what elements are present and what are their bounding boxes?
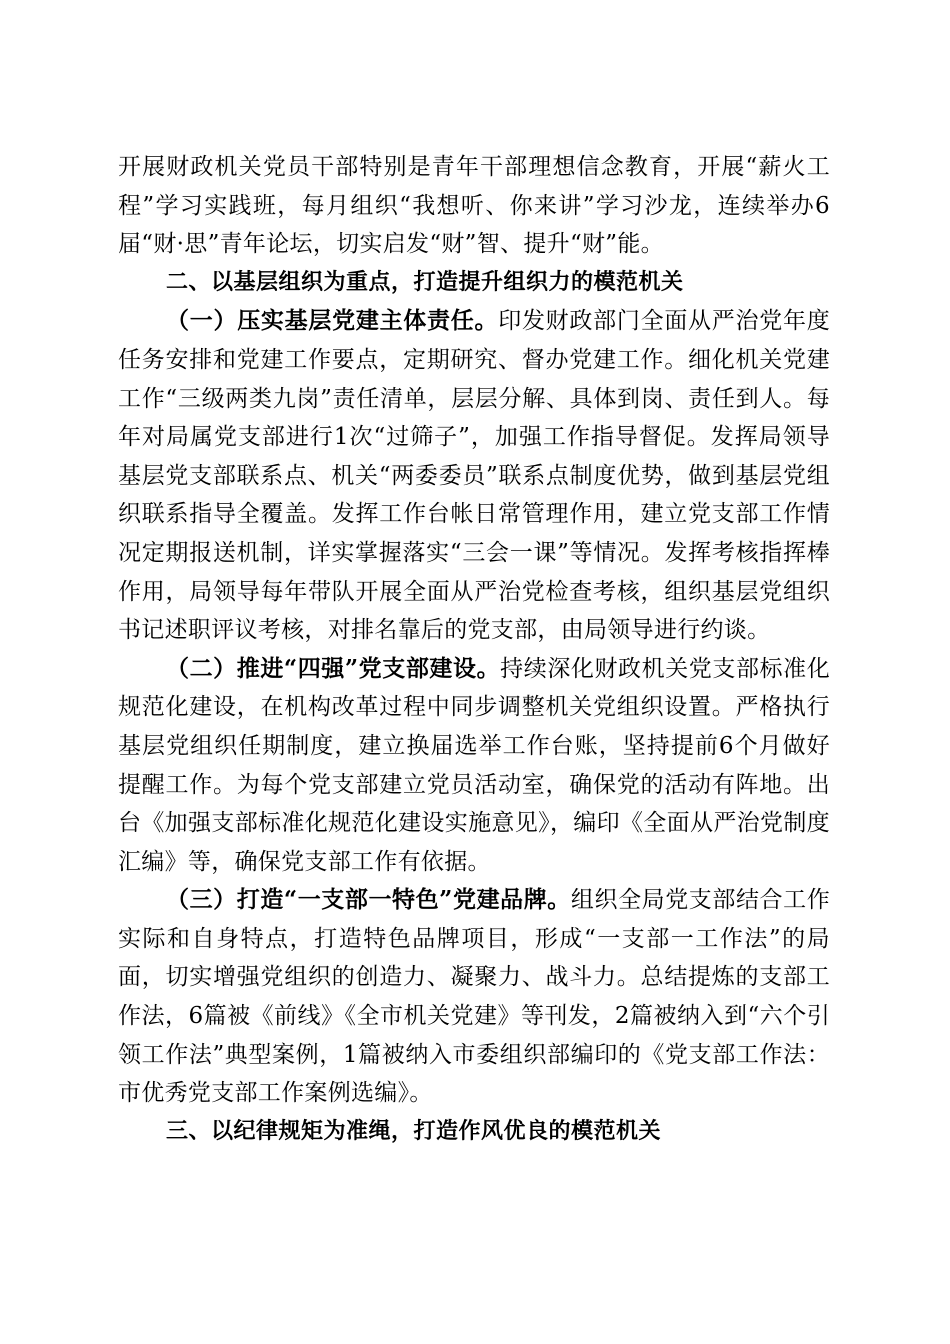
subsection-paragraph-3 [118, 881, 830, 1113]
subsection-title: （一）压实基层党建主体责任。 [166, 307, 499, 335]
heading-text: 二、以基层组织为重点，打造提升组织力的模范机关 [166, 269, 684, 295]
paragraph-text: 持续深化财政机关党支部标准化规范化建设，在机构改革过程中同步调整机关党组织设置。严格执行基层党组织任期制度，建立换届选举工作台账，坚持提前6个月做好提醒工作。为每个党支部建立党员活动室，确保党的活动有阵地。出台《加强支部标准化规范化建设实施意见》，编印《全面从严治党制度汇编》等，确保党支部工作有依据。 [118, 655, 830, 875]
subsection-paragraph-1 [118, 302, 830, 649]
paragraph-text: 开展财政机关党员干部特别是青年干部理想信念教育，开展“薪火工程”学习实践班，每月组织“我想听、你来讲”学习沙龙，连续举办6届“财·思”青年论坛，切实启发“财”智、提升“财”能。 [118, 154, 830, 258]
paragraph-text: 印发财政部门全面从严治党年度任务安排和党建工作要点，定期研究、督办党建工作。细化机关党建工作“三级两类九岗”责任清单，层层分解、具体到岗、责任到人。每年对局属党支部进行1次“过筛子”，加强工作指导督促。发挥局领导基层党支部联系点、机关“两委委员”联系点制度优势，做到基层党组织联系指导全覆盖。发挥工作台帐日常管理作用，建立党支部工作情况定期报送机制，详实掌握落实“三会一课”等情况。发挥考核指挥棒作用，局领导每年带队开展全面从严治党检查考核，组织基层党组织书记述职评议考核，对排名靠后的党支部，由局领导进行约谈。 [118, 308, 831, 644]
section-heading-2 [118, 264, 830, 303]
heading-text: 三、以纪律规矩为准绳，打造作风优良的模范机关 [166, 1118, 662, 1144]
document-body [118, 148, 830, 1151]
subsection-paragraph-2 [118, 650, 830, 882]
paragraph-text: 组织全局党支部结合工作实际和自身特点，打造特色品牌项目，形成“一支部一工作法”的局面，切实增强党组织的创造力、凝聚力、战斗力。总结提炼的支部工作法，6篇被《前线》《全市机关党建》等刊发，2篇被纳入到“六个引领工作法”典型案例，1篇被纳入市委组织部编印的《党支部工作法：市优秀党支部工作案例选编》。 [118, 887, 831, 1107]
subsection-title: （二）推进“四强”党支部建设。 [166, 654, 501, 682]
section-heading-3 [118, 1113, 830, 1152]
continuation-paragraph [118, 148, 830, 264]
subsection-title: （三）打造“一支部一特色”党建品牌。 [166, 886, 571, 914]
